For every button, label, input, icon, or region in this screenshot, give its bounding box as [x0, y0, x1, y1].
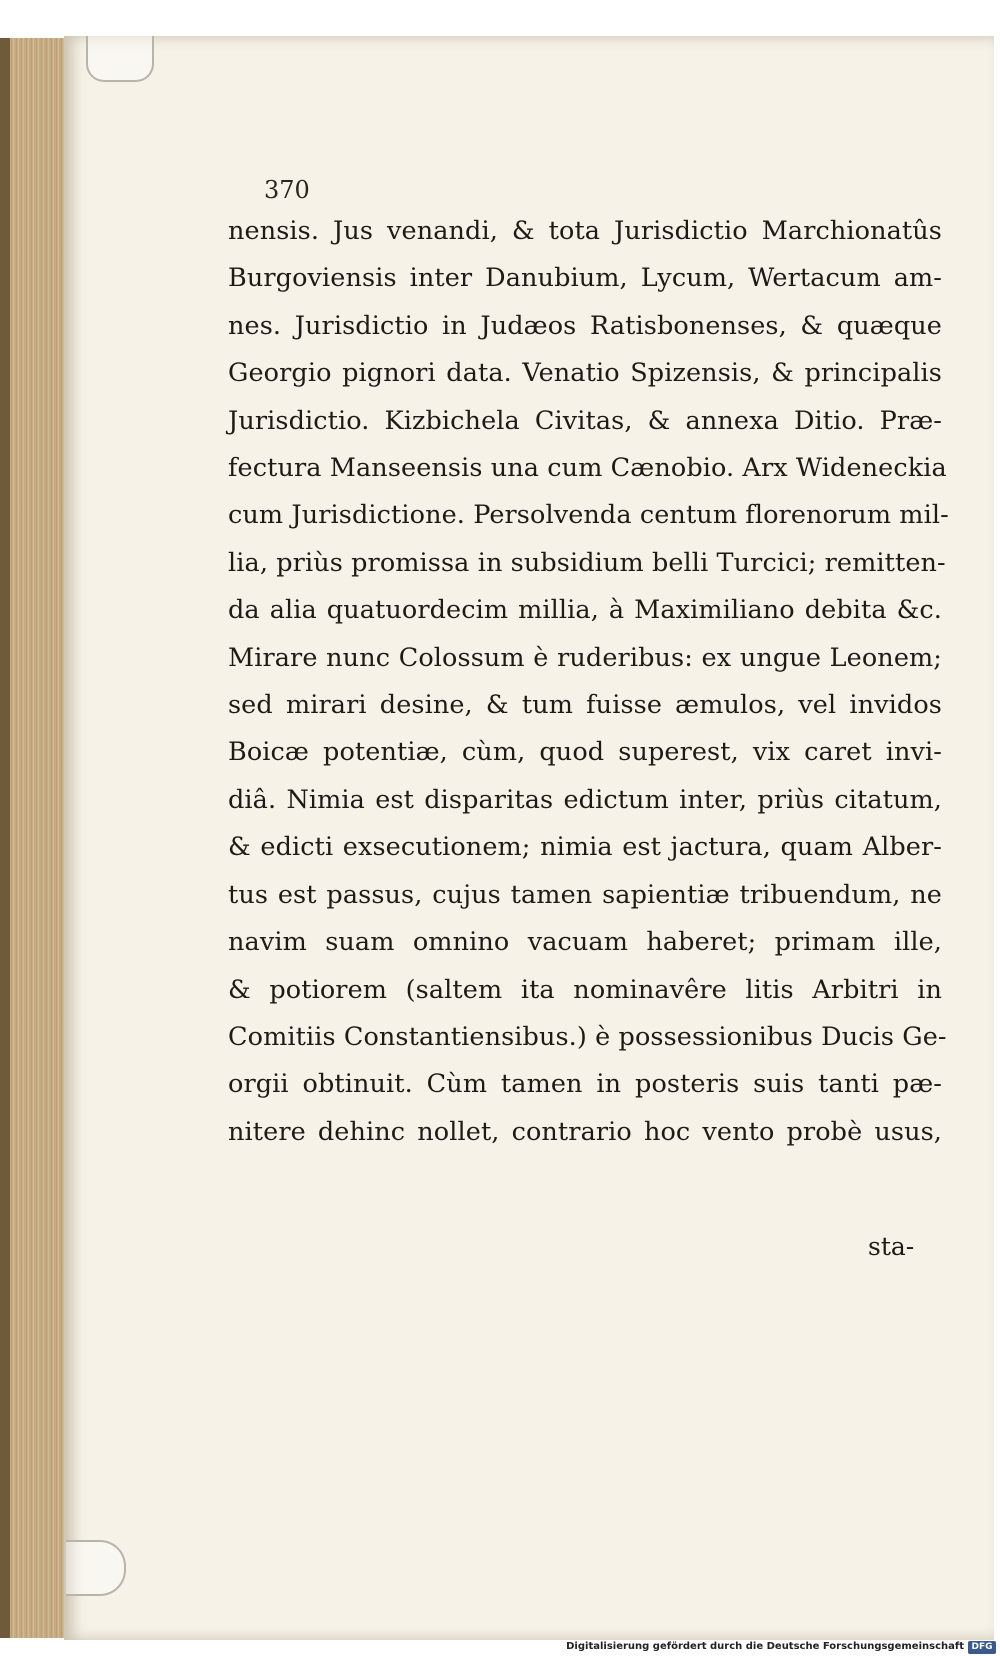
- text-line: nitere dehinc nollet, contrario hoc vento probè usus,: [228, 1116, 942, 1147]
- text-line: navim suam omnino vacuam haberet; primam ille,: [228, 927, 942, 958]
- text-line: da alia quatuordecim millia, à Maximiliano debita &c.: [228, 595, 942, 626]
- text-line: Mirare nunc Colossum è ruderibus: ex ungue Leonem;: [228, 642, 942, 673]
- text-line: lia, priùs promissa in subsidium belli Turcici; remitten-: [228, 547, 946, 578]
- scan-top-margin: [64, 0, 1000, 36]
- text-line: diâ. Nimia est disparitas edictum inter, priùs citatum,: [228, 784, 942, 815]
- page-clip-bottom: [66, 1540, 126, 1596]
- dfg-logo: DFG: [968, 1641, 996, 1654]
- text-line: & edicti exsecutionem; nimia est jactura, quam Alber-: [228, 832, 942, 863]
- text-line: nes. Jurisdictio in Judæos Ratisbonenses, & quæque: [228, 310, 942, 341]
- text-line: Georgio pignori data. Venatio Spizensis, & principalis: [228, 358, 942, 389]
- catchword: sta-: [868, 1232, 915, 1261]
- text-line: Burgoviensis inter Danubium, Lycum, Wertacum am-: [228, 263, 942, 294]
- text-line: fectura Manseensis una cum Cænobio. Arx Wideneckia: [228, 453, 947, 484]
- text-line: orgii obtinuit. Cùm tamen in posteris suis tanti pæ-: [228, 1069, 942, 1100]
- text-line: & potiorem (saltem ita nominavêre litis Arbitri in: [228, 974, 942, 1005]
- page-clip-top: [86, 36, 154, 82]
- body-text: [228, 208, 949, 1156]
- book-spine-shadow: [0, 38, 10, 1638]
- text-line: Jurisdictio. Kizbichela Civitas, & annexa Ditio. Præ-: [228, 405, 942, 436]
- text-line: sed mirari desine, & tum fuisse æmulos, vel invidos: [228, 690, 942, 721]
- text-line: tus est passus, cujus tamen sapientiæ tribuendum, ne: [228, 879, 942, 910]
- text-line: cum Jurisdictione. Persolvenda centum florenorum mil-: [228, 500, 949, 531]
- page-number: 370: [264, 176, 310, 204]
- funding-credit: Digitalisierung gefördert durch die Deutsche Forschungsgemeinschaft: [566, 1641, 964, 1652]
- text-line: Comitiis Constantiensibus.) è possessionibus Ducis Ge-: [228, 1021, 947, 1052]
- text-line: Boicæ potentiæ, cùm, quod superest, vix caret invi-: [228, 737, 942, 768]
- text-line: nensis. Jus venandi, & tota Jurisdictio Marchionatûs: [228, 216, 942, 246]
